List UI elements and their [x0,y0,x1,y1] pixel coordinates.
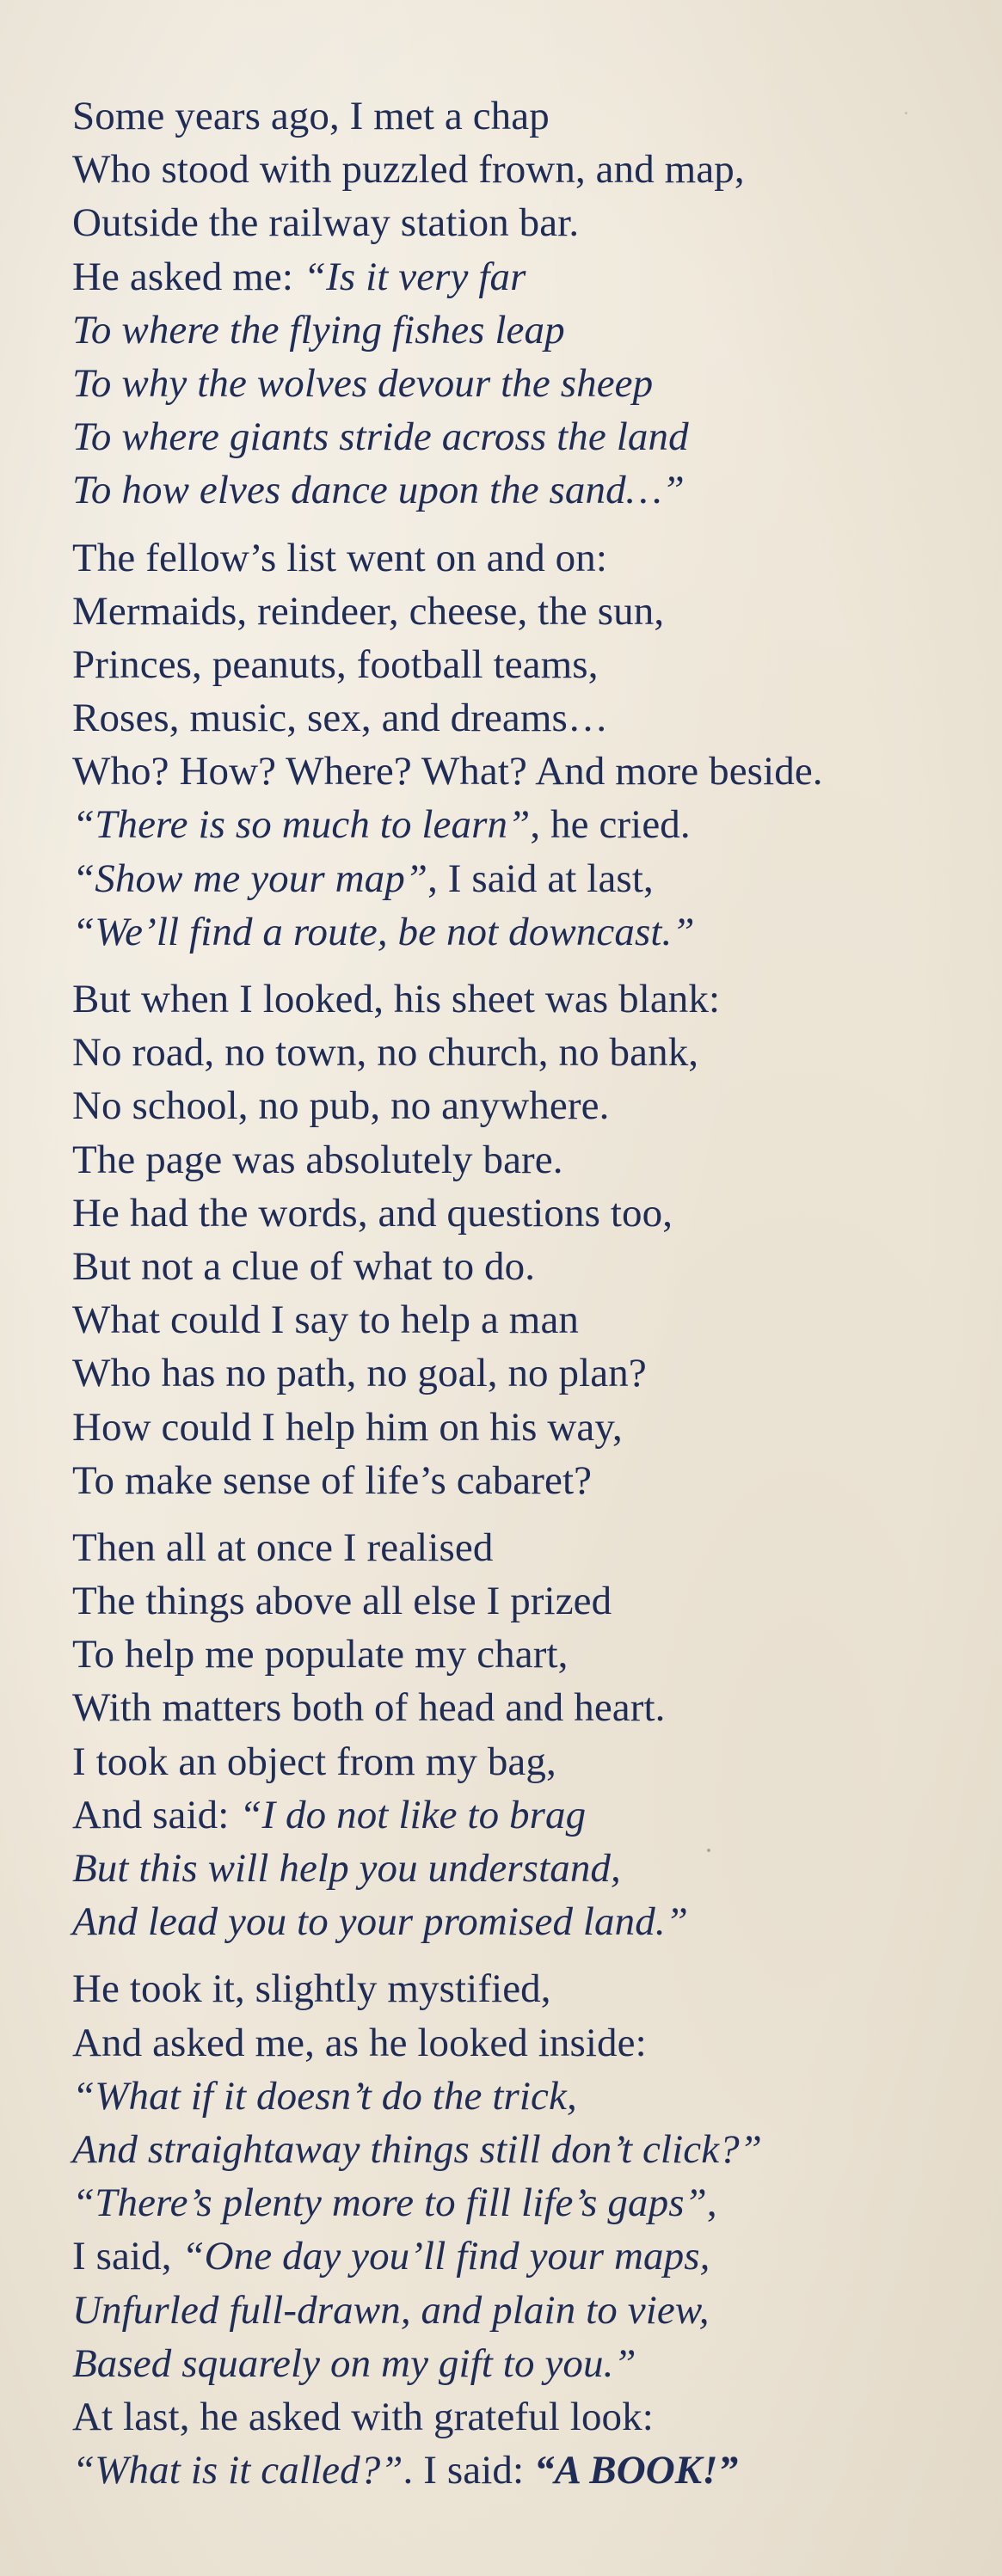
poem-line-italic: “One day you’ll find your maps, [181,2234,710,2279]
poem-line: With matters both of head and heart. [72,1685,666,1731]
poem-line-italic: To where the flying fishes leap [72,307,565,353]
poem-line: At last, he asked with grateful look: [72,2394,654,2439]
poem-line: But not a clue of what to do. [72,1243,536,1289]
paper-speck [905,112,907,114]
poem-line: Outside the railway station bar. [72,200,580,246]
stanza-4 [72,1521,985,1949]
poem-line-roman: He asked me: [72,254,304,299]
poem-line-roman: , [706,2180,717,2226]
poem-line [72,798,985,851]
poem-line: The fellow’s list went on and on: [72,535,608,580]
poem-line: Who? How? Where? What? And more beside. [72,749,823,794]
poem-line [72,2444,985,2497]
paper-speck [707,1849,710,1852]
poem-line-italic: To where giants stride across the land [72,414,689,460]
poem-line [72,2176,985,2229]
poem-line: Roses, music, sex, and dreams… [72,696,609,741]
poem-line [72,852,985,905]
poem-line-italic: “I do not like to brag [239,1792,587,1837]
poem-line-roman: . I said: [403,2448,534,2493]
poem-line-roman: I said, [72,2234,182,2279]
poem-line: Mermaids, reindeer, cheese, the sun, [72,588,665,634]
poem-line-italic: “Is it very far [303,254,526,299]
poem-line [72,2229,985,2283]
poem-line-italic: “We’ll find a route, be not downcast.” [72,909,695,954]
poem-line: And asked me, as he looked inside: [72,2020,647,2065]
poem-line-italic: And lead you to your promised land.” [72,1899,688,1945]
poem-line: The things above all else I prized [72,1579,612,1624]
poem-line-italic: “There is so much to learn” [72,802,531,848]
poem-line-italic: “There’s plenty more to fill life’s gaps” [72,2180,707,2226]
poem-line [72,1788,985,1842]
poem-line: What could I say to help a man [72,1297,580,1343]
poem-line-emphasis: “A BOOK!” [533,2448,739,2493]
poem-line: The page was absolutely bare. [72,1137,563,1182]
poem-line: No school, no pub, no anywhere. [72,1083,610,1129]
poem-line: Who has no path, no goal, no plan? [72,1351,647,1396]
poem-line-italic: And straightaway things still don’t click?” [72,2126,762,2172]
poem-line: But when I looked, his sheet was blank: [72,977,721,1021]
poem-line-italic: Based squarely on my gift to you.” [72,2340,636,2386]
poem-line: Princes, peanuts, football teams, [72,641,599,687]
poem-line-roman: , he cried. [530,802,691,848]
poem-line-italic: Unfurled full-drawn, and plain to view, [72,2287,710,2333]
poem-line: Who stood with puzzled frown, and map, [72,147,745,193]
poem-line: Some years ago, I met a chap [72,94,550,138]
poem-line: He had the words, and questions too, [72,1190,673,1236]
poem-line-roman: And said: [72,1792,240,1837]
poem-line-italic: “Show me your map” [72,856,428,901]
poem-line-roman: , I said at last, [427,856,654,901]
poem-line: No road, no town, no church, no bank, [72,1030,699,1076]
poem-line: How could I help him on his way, [72,1404,623,1450]
poem-line: I took an object from my bag, [72,1739,556,1784]
poem-line: To help me populate my chart, [72,1632,569,1677]
poem-line-italic: To how elves dance upon the sand…” [72,468,685,513]
poem-line [72,250,985,304]
poem-line-italic: “What is it called?” [72,2448,403,2493]
stanza-1 [72,89,985,518]
poem-line: Then all at once I realised [72,1524,494,1570]
stanza-3 [72,972,985,1507]
poem-line-italic: To why the wolves devour the sheep [72,360,654,406]
poem-line-italic: “What if it doesn’t do the trick, [72,2073,577,2119]
poem-line: He took it, slightly mystified, [72,1966,551,2012]
poem-line: To make sense of life’s cabaret? [72,1457,593,1503]
poem-line-italic: But this will help you understand, [72,1846,621,1891]
stanza-2 [72,531,985,960]
stanza-5 [72,1962,985,2497]
